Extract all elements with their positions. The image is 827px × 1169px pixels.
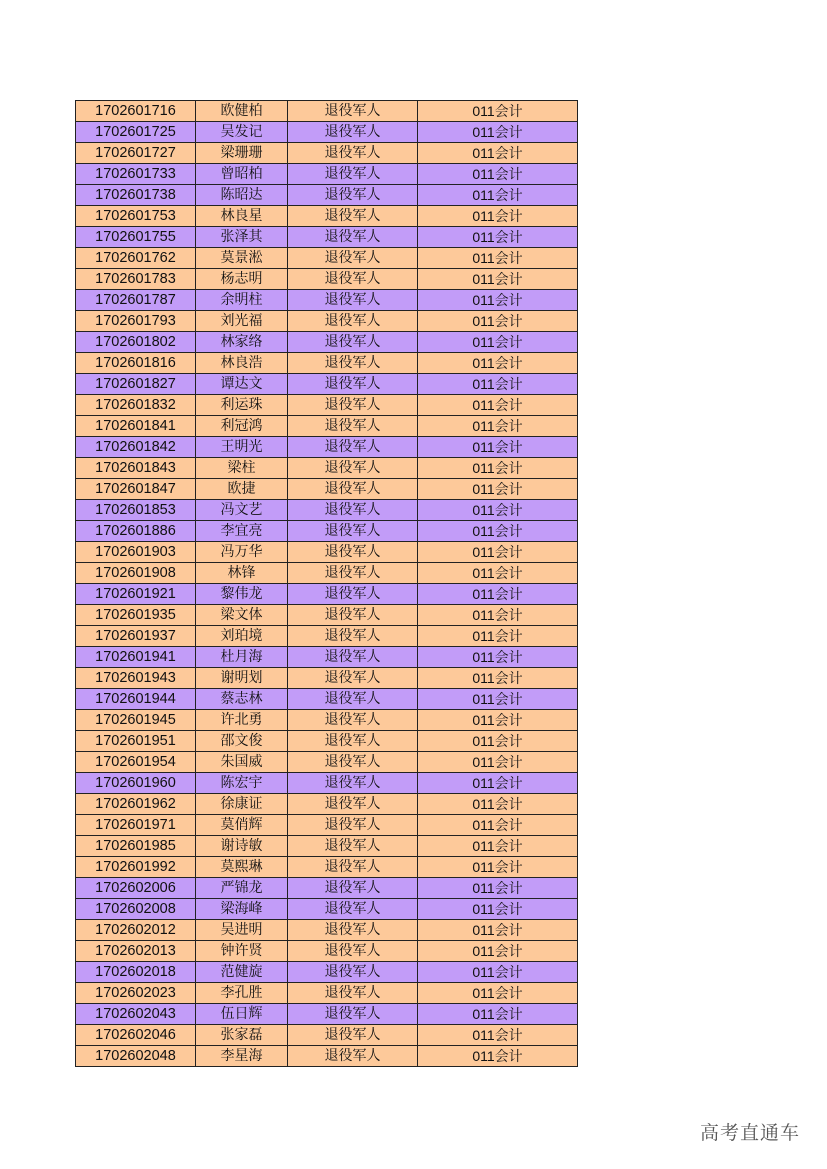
major-cell: 011会计 (418, 815, 578, 836)
candidate-name-cell: 伍日辉 (196, 1004, 288, 1025)
candidate-id-cell: 1702601960 (76, 773, 196, 794)
candidate-id-cell: 1702601753 (76, 206, 196, 227)
major-cell: 011会计 (418, 248, 578, 269)
category-cell: 退役军人 (288, 815, 418, 836)
major-cell: 011会计 (418, 479, 578, 500)
category-cell: 退役军人 (288, 899, 418, 920)
candidate-id-cell: 1702602013 (76, 941, 196, 962)
category-cell: 退役军人 (288, 332, 418, 353)
candidate-id-cell: 1702601783 (76, 269, 196, 290)
candidate-id-cell: 1702601945 (76, 710, 196, 731)
table-row (76, 122, 578, 143)
candidate-name-cell: 谢诗敏 (196, 836, 288, 857)
category-cell: 退役军人 (288, 689, 418, 710)
table-row (76, 542, 578, 563)
candidate-id-cell: 1702601816 (76, 353, 196, 374)
category-cell: 退役军人 (288, 1004, 418, 1025)
table-row (76, 269, 578, 290)
candidate-name-cell: 利冠鸿 (196, 416, 288, 437)
candidate-id-cell: 1702602006 (76, 878, 196, 899)
major-cell: 011会计 (418, 920, 578, 941)
candidate-name-cell: 李孔胜 (196, 983, 288, 1004)
category-cell: 退役军人 (288, 668, 418, 689)
candidate-id-cell: 1702602018 (76, 962, 196, 983)
category-cell: 退役军人 (288, 647, 418, 668)
major-cell: 011会计 (418, 500, 578, 521)
major-cell: 011会计 (418, 773, 578, 794)
major-cell: 011会计 (418, 626, 578, 647)
candidate-id-cell: 1702602023 (76, 983, 196, 1004)
major-cell: 011会计 (418, 752, 578, 773)
category-cell: 退役军人 (288, 248, 418, 269)
category-cell: 退役军人 (288, 416, 418, 437)
candidate-name-cell: 莫景淞 (196, 248, 288, 269)
candidate-id-cell: 1702601903 (76, 542, 196, 563)
major-cell: 011会计 (418, 332, 578, 353)
category-cell: 退役军人 (288, 521, 418, 542)
candidate-id-cell: 1702601727 (76, 143, 196, 164)
candidate-id-cell: 1702601716 (76, 101, 196, 122)
category-cell: 退役军人 (288, 206, 418, 227)
candidate-name-cell: 梁柱 (196, 458, 288, 479)
candidate-name-cell: 林良星 (196, 206, 288, 227)
candidate-name-cell: 张家磊 (196, 1025, 288, 1046)
major-cell: 011会计 (418, 206, 578, 227)
candidate-id-cell: 1702601725 (76, 122, 196, 143)
category-cell: 退役军人 (288, 458, 418, 479)
candidate-id-cell: 1702601944 (76, 689, 196, 710)
major-cell: 011会计 (418, 1025, 578, 1046)
category-cell: 退役军人 (288, 773, 418, 794)
major-cell: 011会计 (418, 857, 578, 878)
category-cell: 退役军人 (288, 227, 418, 248)
table-row (76, 1025, 578, 1046)
table-row (76, 983, 578, 1004)
candidate-id-cell: 1702601971 (76, 815, 196, 836)
candidate-id-cell: 1702601762 (76, 248, 196, 269)
category-cell: 退役军人 (288, 437, 418, 458)
category-cell: 退役军人 (288, 479, 418, 500)
table-row (76, 647, 578, 668)
candidate-name-cell: 梁珊珊 (196, 143, 288, 164)
table-row (76, 899, 578, 920)
candidate-name-cell: 朱国威 (196, 752, 288, 773)
major-cell: 011会计 (418, 584, 578, 605)
major-cell: 011会计 (418, 122, 578, 143)
table-row (76, 710, 578, 731)
table-row (76, 185, 578, 206)
table-row (76, 878, 578, 899)
table-row (76, 584, 578, 605)
category-cell: 退役军人 (288, 941, 418, 962)
candidate-id-cell: 1702601908 (76, 563, 196, 584)
category-cell: 退役军人 (288, 311, 418, 332)
candidate-id-cell: 1702601937 (76, 626, 196, 647)
major-cell: 011会计 (418, 143, 578, 164)
category-cell: 退役军人 (288, 122, 418, 143)
candidate-name-cell: 钟许贤 (196, 941, 288, 962)
candidate-id-cell: 1702602048 (76, 1046, 196, 1067)
table-row (76, 479, 578, 500)
category-cell: 退役军人 (288, 920, 418, 941)
category-cell: 退役军人 (288, 752, 418, 773)
table-row (76, 500, 578, 521)
major-cell: 011会计 (418, 269, 578, 290)
major-cell: 011会计 (418, 437, 578, 458)
candidate-name-cell: 谭达文 (196, 374, 288, 395)
candidate-id-cell: 1702601787 (76, 290, 196, 311)
candidate-name-cell: 李宜亮 (196, 521, 288, 542)
candidate-id-cell: 1702601954 (76, 752, 196, 773)
major-cell: 011会计 (418, 941, 578, 962)
major-cell: 011会计 (418, 794, 578, 815)
table-row (76, 290, 578, 311)
candidate-name-cell: 刘珀境 (196, 626, 288, 647)
candidate-name-cell: 吴进明 (196, 920, 288, 941)
table-row (76, 395, 578, 416)
candidate-name-cell: 吴发记 (196, 122, 288, 143)
candidate-name-cell: 杜月海 (196, 647, 288, 668)
major-cell: 011会计 (418, 731, 578, 752)
table-row (76, 773, 578, 794)
candidate-name-cell: 杨志明 (196, 269, 288, 290)
candidate-id-cell: 1702601992 (76, 857, 196, 878)
category-cell: 退役军人 (288, 290, 418, 311)
major-cell: 011会计 (418, 668, 578, 689)
candidate-name-cell: 张泽其 (196, 227, 288, 248)
candidate-name-cell: 莫俏辉 (196, 815, 288, 836)
candidate-id-cell: 1702601853 (76, 500, 196, 521)
candidate-name-cell: 林良浩 (196, 353, 288, 374)
candidate-id-cell: 1702601935 (76, 605, 196, 626)
table-row (76, 836, 578, 857)
candidate-name-cell: 刘光福 (196, 311, 288, 332)
table-row (76, 752, 578, 773)
major-cell: 011会计 (418, 416, 578, 437)
category-cell: 退役军人 (288, 962, 418, 983)
table-row (76, 332, 578, 353)
candidate-id-cell: 1702601755 (76, 227, 196, 248)
table-row (76, 1046, 578, 1067)
candidate-id-cell: 1702602008 (76, 899, 196, 920)
table-row (76, 857, 578, 878)
candidate-id-cell: 1702601802 (76, 332, 196, 353)
table-row (76, 521, 578, 542)
category-cell: 退役军人 (288, 563, 418, 584)
table-row (76, 374, 578, 395)
major-cell: 011会计 (418, 311, 578, 332)
major-cell: 011会计 (418, 983, 578, 1004)
candidate-name-cell: 冯文艺 (196, 500, 288, 521)
major-cell: 011会计 (418, 836, 578, 857)
table-row (76, 962, 578, 983)
major-cell: 011会计 (418, 395, 578, 416)
major-cell: 011会计 (418, 353, 578, 374)
table-row (76, 941, 578, 962)
candidate-id-cell: 1702601793 (76, 311, 196, 332)
category-cell: 退役军人 (288, 710, 418, 731)
major-cell: 011会计 (418, 101, 578, 122)
major-cell: 011会计 (418, 542, 578, 563)
candidate-id-cell: 1702601847 (76, 479, 196, 500)
category-cell: 退役军人 (288, 584, 418, 605)
candidate-id-cell: 1702601943 (76, 668, 196, 689)
major-cell: 011会计 (418, 1004, 578, 1025)
major-cell: 011会计 (418, 185, 578, 206)
major-cell: 011会计 (418, 1046, 578, 1067)
category-cell: 退役军人 (288, 101, 418, 122)
candidate-name-cell: 林锋 (196, 563, 288, 584)
candidate-name-cell: 莫熙琳 (196, 857, 288, 878)
candidate-id-cell: 1702602046 (76, 1025, 196, 1046)
candidate-id-cell: 1702601827 (76, 374, 196, 395)
table-row (76, 353, 578, 374)
table-row (76, 1004, 578, 1025)
category-cell: 退役军人 (288, 353, 418, 374)
watermark-text: 高考直通车 (699, 1122, 800, 1144)
table-row (76, 311, 578, 332)
table-row (76, 920, 578, 941)
category-cell: 退役军人 (288, 626, 418, 647)
candidate-name-cell: 冯万华 (196, 542, 288, 563)
candidate-id-cell: 1702602043 (76, 1004, 196, 1025)
major-cell: 011会计 (418, 605, 578, 626)
candidate-name-cell: 梁文体 (196, 605, 288, 626)
candidate-id-cell: 1702601962 (76, 794, 196, 815)
table-row (76, 143, 578, 164)
candidate-name-cell: 曾昭柏 (196, 164, 288, 185)
table-row (76, 101, 578, 122)
category-cell: 退役军人 (288, 374, 418, 395)
candidate-name-cell: 谢明划 (196, 668, 288, 689)
major-cell: 011会计 (418, 563, 578, 584)
candidate-id-cell: 1702601921 (76, 584, 196, 605)
candidate-name-cell: 蔡志林 (196, 689, 288, 710)
category-cell: 退役军人 (288, 836, 418, 857)
category-cell: 退役军人 (288, 731, 418, 752)
table-row (76, 794, 578, 815)
major-cell: 011会计 (418, 689, 578, 710)
candidate-id-cell: 1702601733 (76, 164, 196, 185)
major-cell: 011会计 (418, 290, 578, 311)
major-cell: 011会计 (418, 227, 578, 248)
major-cell: 011会计 (418, 458, 578, 479)
major-cell: 011会计 (418, 710, 578, 731)
category-cell: 退役军人 (288, 1025, 418, 1046)
candidate-table-body (76, 101, 578, 1067)
candidate-id-cell: 1702602012 (76, 920, 196, 941)
table-row (76, 689, 578, 710)
category-cell: 退役军人 (288, 542, 418, 563)
category-cell: 退役军人 (288, 164, 418, 185)
table-row (76, 206, 578, 227)
category-cell: 退役军人 (288, 605, 418, 626)
candidate-name-cell: 陈宏宇 (196, 773, 288, 794)
table-row (76, 227, 578, 248)
candidate-id-cell: 1702601951 (76, 731, 196, 752)
category-cell: 退役军人 (288, 500, 418, 521)
category-cell: 退役军人 (288, 983, 418, 1004)
table-row (76, 815, 578, 836)
candidate-name-cell: 王明光 (196, 437, 288, 458)
table-row (76, 668, 578, 689)
major-cell: 011会计 (418, 521, 578, 542)
candidate-id-cell: 1702601886 (76, 521, 196, 542)
candidate-name-cell: 利运珠 (196, 395, 288, 416)
candidate-name-cell: 邵文俊 (196, 731, 288, 752)
table-row (76, 248, 578, 269)
candidate-table (75, 100, 578, 1067)
candidate-id-cell: 1702601941 (76, 647, 196, 668)
candidate-name-cell: 陈昭达 (196, 185, 288, 206)
major-cell: 011会计 (418, 962, 578, 983)
category-cell: 退役军人 (288, 1046, 418, 1067)
major-cell: 011会计 (418, 878, 578, 899)
category-cell: 退役军人 (288, 269, 418, 290)
table-row (76, 563, 578, 584)
candidate-id-cell: 1702601843 (76, 458, 196, 479)
candidate-name-cell: 梁海峰 (196, 899, 288, 920)
table-row (76, 605, 578, 626)
major-cell: 011会计 (418, 647, 578, 668)
candidate-name-cell: 徐康证 (196, 794, 288, 815)
table-row (76, 731, 578, 752)
candidate-id-cell: 1702601738 (76, 185, 196, 206)
category-cell: 退役军人 (288, 857, 418, 878)
table-row (76, 626, 578, 647)
major-cell: 011会计 (418, 164, 578, 185)
candidate-name-cell: 李星海 (196, 1046, 288, 1067)
candidate-id-cell: 1702601841 (76, 416, 196, 437)
category-cell: 退役军人 (288, 143, 418, 164)
table-row (76, 416, 578, 437)
category-cell: 退役军人 (288, 395, 418, 416)
major-cell: 011会计 (418, 374, 578, 395)
candidate-id-cell: 1702601842 (76, 437, 196, 458)
candidate-name-cell: 欧健柏 (196, 101, 288, 122)
candidate-name-cell: 许北勇 (196, 710, 288, 731)
candidate-name-cell: 余明柱 (196, 290, 288, 311)
candidate-id-cell: 1702601832 (76, 395, 196, 416)
category-cell: 退役军人 (288, 794, 418, 815)
category-cell: 退役军人 (288, 878, 418, 899)
major-cell: 011会计 (418, 899, 578, 920)
candidate-id-cell: 1702601985 (76, 836, 196, 857)
candidate-name-cell: 严锦龙 (196, 878, 288, 899)
candidate-name-cell: 林家络 (196, 332, 288, 353)
candidate-name-cell: 范健旋 (196, 962, 288, 983)
candidate-name-cell: 黎伟龙 (196, 584, 288, 605)
candidate-name-cell: 欧捷 (196, 479, 288, 500)
table-row (76, 437, 578, 458)
table-row (76, 164, 578, 185)
category-cell: 退役军人 (288, 185, 418, 206)
table-row (76, 458, 578, 479)
